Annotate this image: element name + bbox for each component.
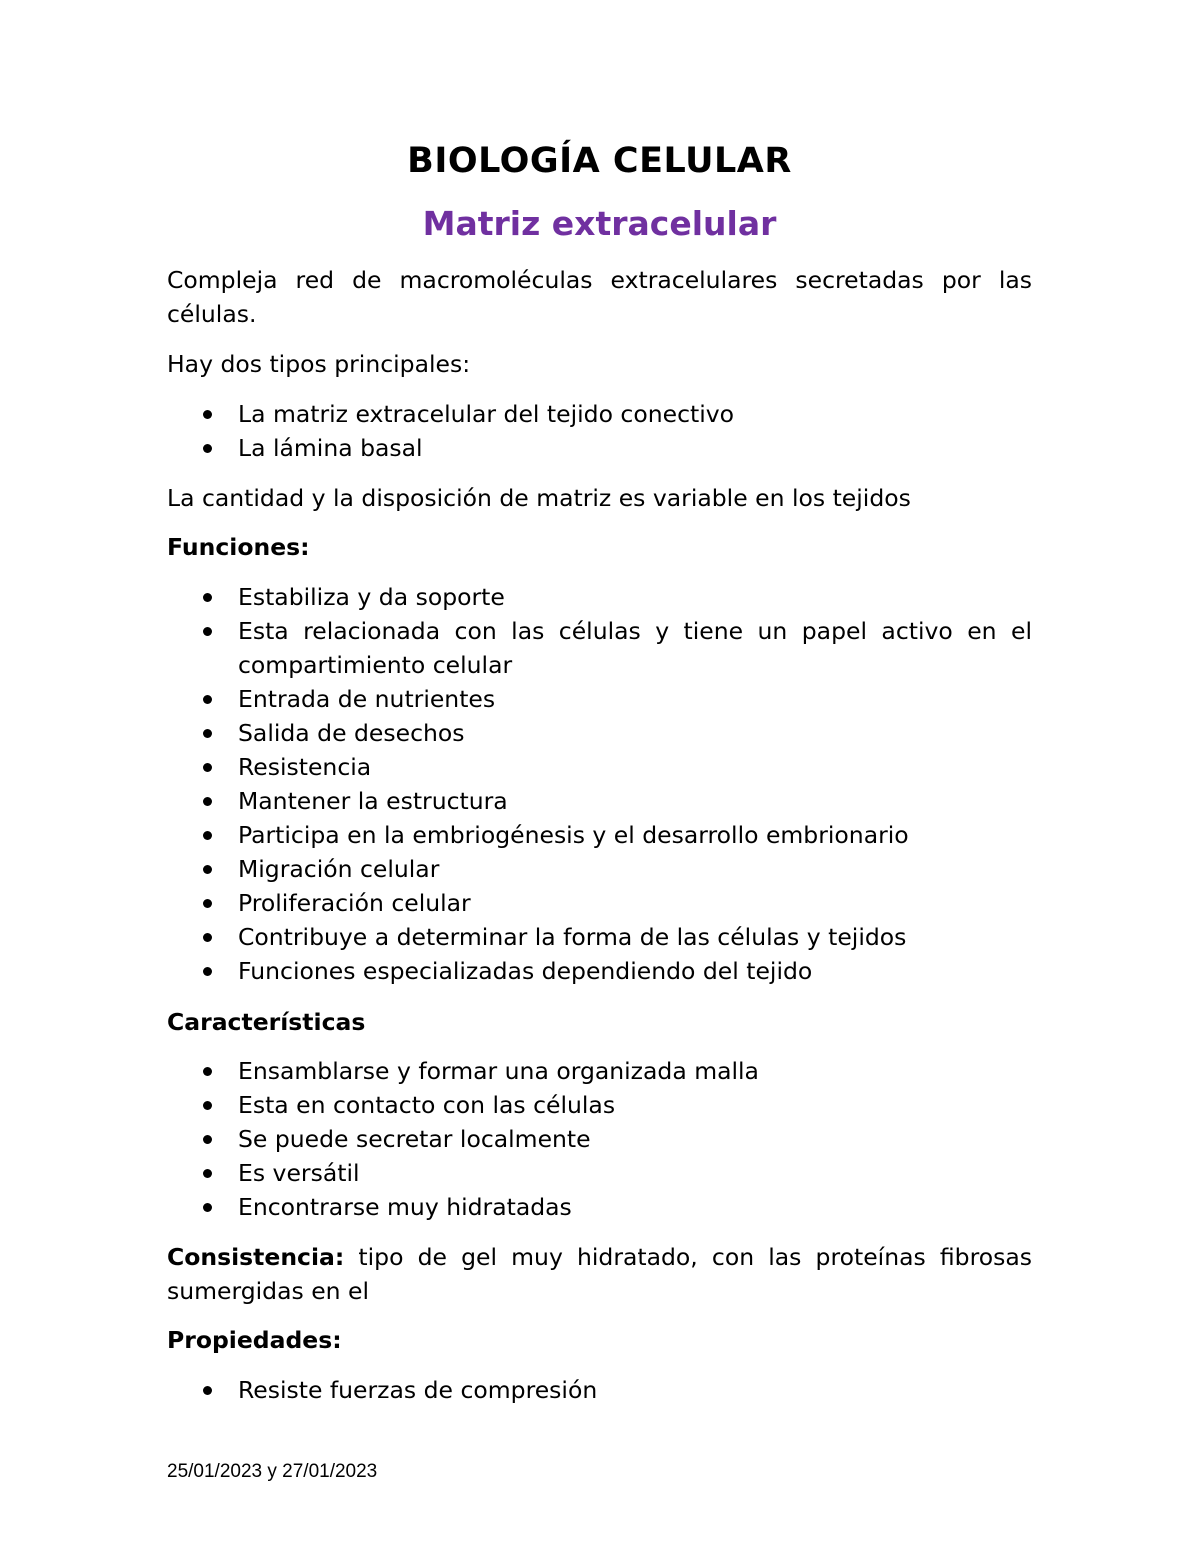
list-item	[167, 1190, 1032, 1224]
bullet-icon	[203, 444, 212, 453]
list-item	[167, 750, 1032, 784]
bullet-icon	[203, 1386, 212, 1395]
list-item-text: Encontrarse muy hidratadas	[238, 1193, 572, 1221]
list-item-text: Salida de desechos	[238, 719, 465, 747]
list-item	[167, 1122, 1032, 1156]
list-item	[167, 1054, 1032, 1088]
consistency-text: tipo de gel muy hidratado, con las proteínas fibrosas sumergidas en el	[167, 1243, 1032, 1305]
bullet-icon	[203, 899, 212, 908]
list-item	[167, 716, 1032, 750]
list-item	[167, 784, 1032, 818]
bullet-icon	[203, 865, 212, 874]
functions-list	[167, 580, 1032, 988]
list-item-text: Funciones especializadas dependiendo del tejido	[238, 957, 813, 985]
page-footer-date: 25/01/2023 y 27/01/2023	[167, 1461, 378, 1482]
bullet-icon	[203, 1169, 212, 1178]
bullet-icon	[203, 831, 212, 840]
bullet-icon	[203, 1203, 212, 1212]
characteristics-heading-text: Características	[167, 1008, 366, 1036]
list-item-text: Esta en contacto con las células	[238, 1091, 616, 1119]
types-intro: Hay dos tipos principales:	[167, 350, 471, 378]
list-item	[167, 954, 1032, 988]
list-item	[167, 431, 1032, 465]
bullet-icon	[203, 627, 212, 636]
list-item-text: Proliferación celular	[238, 889, 471, 917]
document-subtitle: Matriz extracelular	[422, 204, 777, 243]
functions-heading: Funciones:	[167, 533, 310, 561]
consistency-paragraph	[167, 1240, 1032, 1308]
list-item	[167, 886, 1032, 920]
list-item	[167, 682, 1032, 716]
characteristics-heading	[167, 1005, 1032, 1039]
bullet-icon	[203, 1135, 212, 1144]
list-item-text: Migración celular	[238, 855, 440, 883]
bullet-icon	[203, 763, 212, 772]
list-item-text: Contribuye a determinar la forma de las células y tejidos	[238, 923, 907, 951]
list-item-text: Resistencia	[238, 753, 372, 781]
list-item-text: Se puede secretar localmente	[238, 1125, 591, 1153]
bullet-icon	[203, 695, 212, 704]
list-item-text: Ensamblarse y formar una organizada malla	[238, 1057, 759, 1085]
list-item	[167, 818, 1032, 852]
list-item	[167, 1088, 1032, 1122]
consistency-label: Consistencia:	[167, 1243, 345, 1271]
bullet-icon	[203, 593, 212, 602]
list-item	[167, 580, 1032, 614]
bullet-icon	[203, 729, 212, 738]
intro-paragraph: Compleja red de macromoléculas extracelulares secretadas por las células.	[167, 266, 1032, 328]
bullet-icon	[203, 797, 212, 806]
list-item	[167, 1373, 1032, 1407]
bullet-icon	[203, 967, 212, 976]
list-item-text: Estabiliza y da soporte	[238, 583, 505, 611]
list-item-text: Es versátil	[238, 1159, 360, 1187]
list-item-text: La lámina basal	[238, 434, 423, 462]
list-item	[167, 920, 1032, 954]
list-item	[167, 614, 1032, 682]
bullet-icon	[203, 1067, 212, 1076]
list-item	[167, 852, 1032, 886]
variability-paragraph: La cantidad y la disposición de matriz es variable en los tejidos	[167, 484, 911, 512]
list-item-text: Participa en la embriogénesis y el desarrollo embrionario	[238, 821, 909, 849]
bullet-icon	[203, 933, 212, 942]
list-item-text: La matriz extracelular del tejido conectivo	[238, 400, 735, 428]
list-item-text: Entrada de nutrientes	[238, 685, 496, 713]
list-item-text: Esta relacionada con las células y tiene un papel activo en el compartimiento celular	[238, 617, 1032, 679]
bullet-icon	[203, 410, 212, 419]
characteristics-list	[167, 1054, 1032, 1224]
properties-list	[167, 1373, 1032, 1407]
types-list	[167, 397, 1032, 465]
list-item	[167, 397, 1032, 431]
list-item	[167, 1156, 1032, 1190]
list-item-text: Mantener la estructura	[238, 787, 508, 815]
document-title: BIOLOGÍA CELULAR	[407, 141, 792, 181]
properties-heading: Propiedades:	[167, 1326, 342, 1354]
list-item-text: Resiste fuerzas de compresión	[238, 1376, 598, 1404]
bullet-icon	[203, 1101, 212, 1110]
